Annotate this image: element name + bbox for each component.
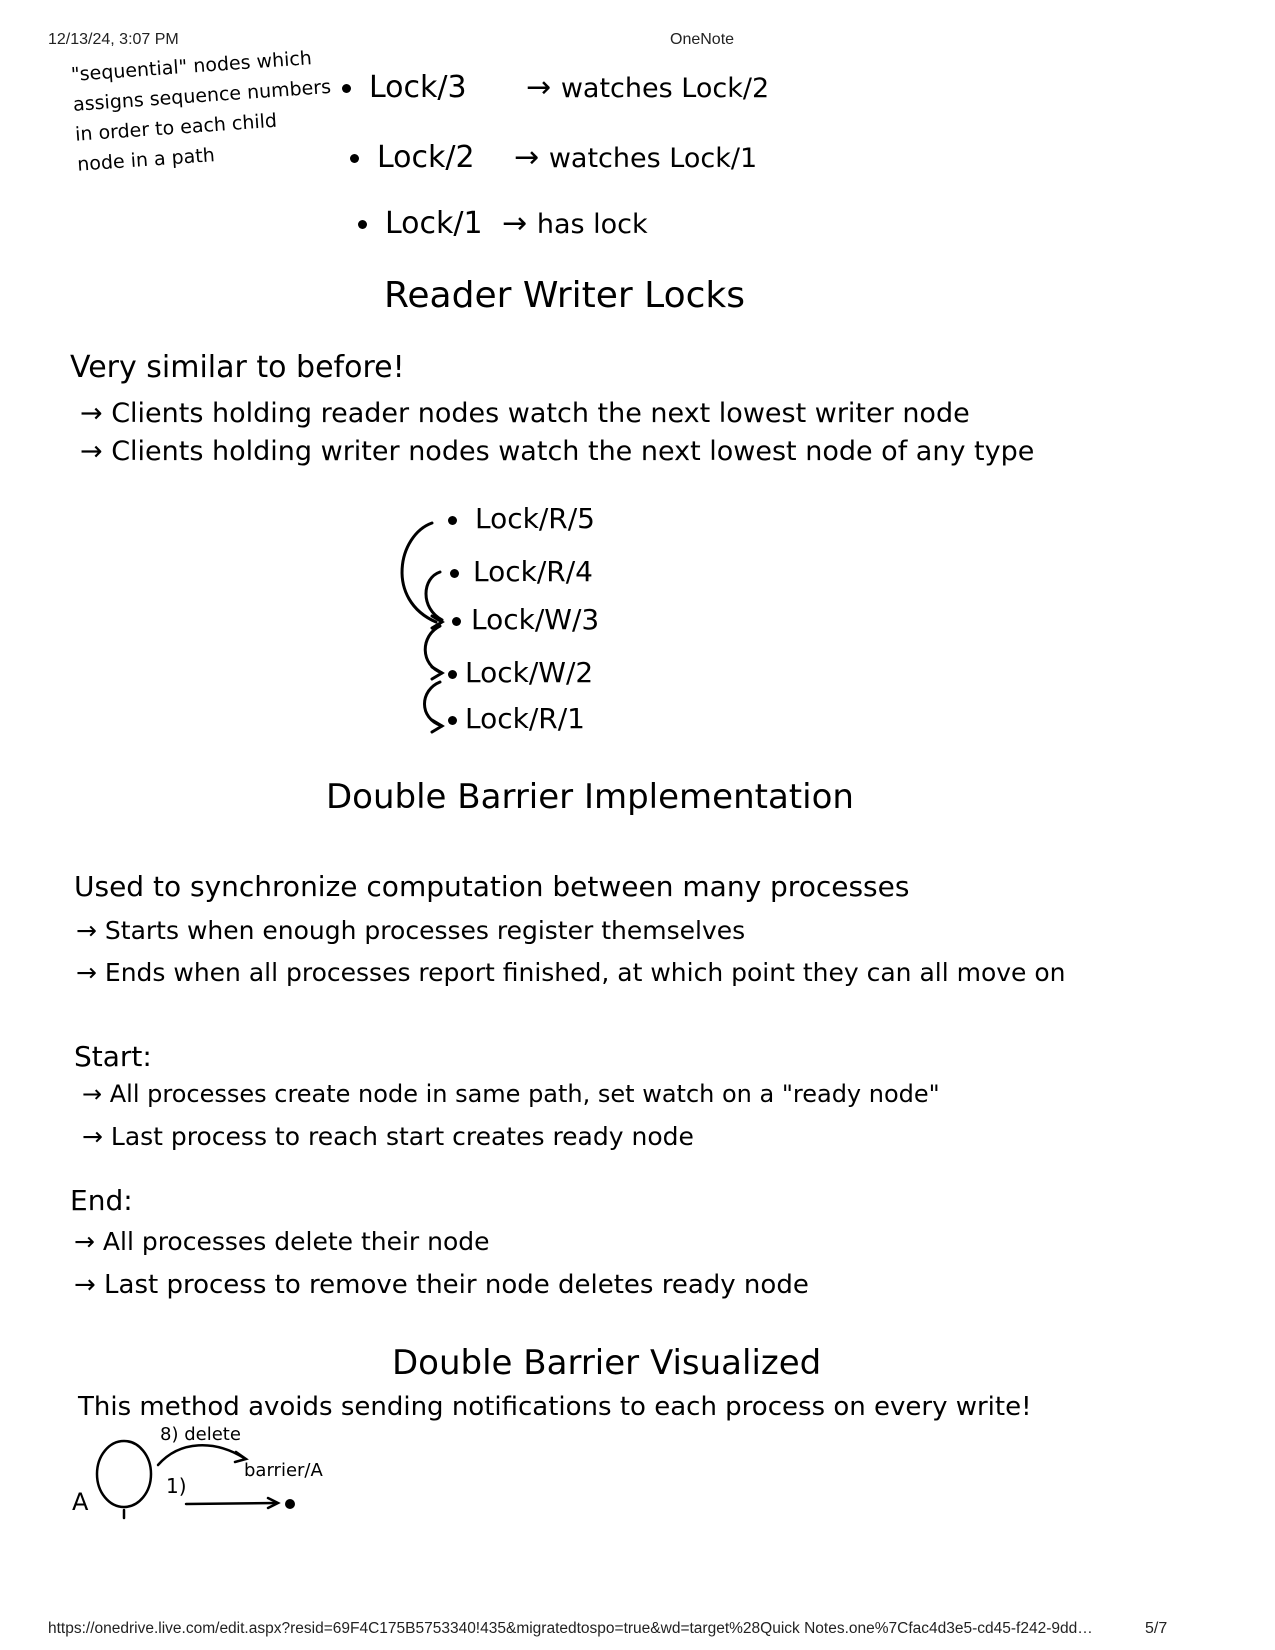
process-label: A [72,1488,89,1516]
lock-action: watches Lock/1 [548,143,758,174]
barrier-node-label: barrier/A [244,1460,323,1481]
barrier-intro: Used to synchronize computation between many processes [74,870,910,903]
rw-node-label: Lock/W/3 [471,603,600,636]
start-label: Start: [74,1040,152,1073]
side-note-line: in order to each child [74,109,278,146]
create-arrow [186,1503,276,1504]
print-page-number: 5/7 [1145,1620,1168,1637]
print-url: https://onedrive.live.com/edit.aspx?resid=69F4C175B5753340!435&migratedtospo=true&wd=target%28Quick Notes.one%7Cfac4d3e5-cd45-f242-9dd… [48,1620,1093,1637]
rw-point: → Clients holding writer nodes watch the next lowest node of any type [80,436,1035,467]
arrow: → [502,206,528,241]
side-note-line: "sequential" nodes which [70,47,313,86]
end-point: → All processes delete their node [74,1227,490,1256]
delete-arc [158,1445,244,1465]
barrier-point: → Ends when all processes report finished, at which point they can all move on [76,958,1066,987]
rw-intro: Very similar to before! [70,350,405,385]
lock-node: Lock/1 [385,206,483,241]
process-circle [97,1441,151,1507]
arrow: → [526,70,552,105]
step-delete-label: 8) delete [160,1424,241,1445]
visualized-intro: This method avoids sending notifications to each process on every write! [78,1392,1032,1422]
end-point: → Last process to remove their node deletes ready node [74,1270,809,1300]
print-datetime: 12/13/24, 3:07 PM [48,31,179,48]
rw-point: → Clients holding reader nodes watch the next lowest writer node [80,398,970,429]
lock-node: Lock/2 [377,140,475,175]
section-title-barrier: Double Barrier Implementation [326,777,854,817]
start-point: → Last process to reach start creates ready node [82,1122,694,1151]
barrier-point: → Starts when enough processes register themselves [76,916,746,945]
arrow: → [514,140,540,175]
section-title-rw: Reader Writer Locks [384,275,745,316]
lock-node: Lock/3 [369,70,467,105]
print-app-title: OneNote [670,31,735,48]
rw-node-label: Lock/R/5 [475,502,595,535]
step-create-label: 1) [166,1474,187,1498]
end-label: End: [70,1184,133,1217]
start-point: → All processes create node in same path, set watch on a "ready node" [82,1080,940,1108]
rw-node-label: Lock/R/4 [473,555,593,588]
side-note-line: node in a path [76,144,216,176]
section-title-visualized: Double Barrier Visualized [392,1343,822,1383]
rw-node-label: Lock/R/1 [465,702,585,735]
barrier-node-dot [285,1499,295,1509]
lock-action: has lock [536,209,648,240]
rw-node-label: Lock/W/2 [465,656,594,689]
lock-action: watches Lock/2 [560,73,770,104]
side-note-line: assigns sequence numbers [72,75,332,116]
